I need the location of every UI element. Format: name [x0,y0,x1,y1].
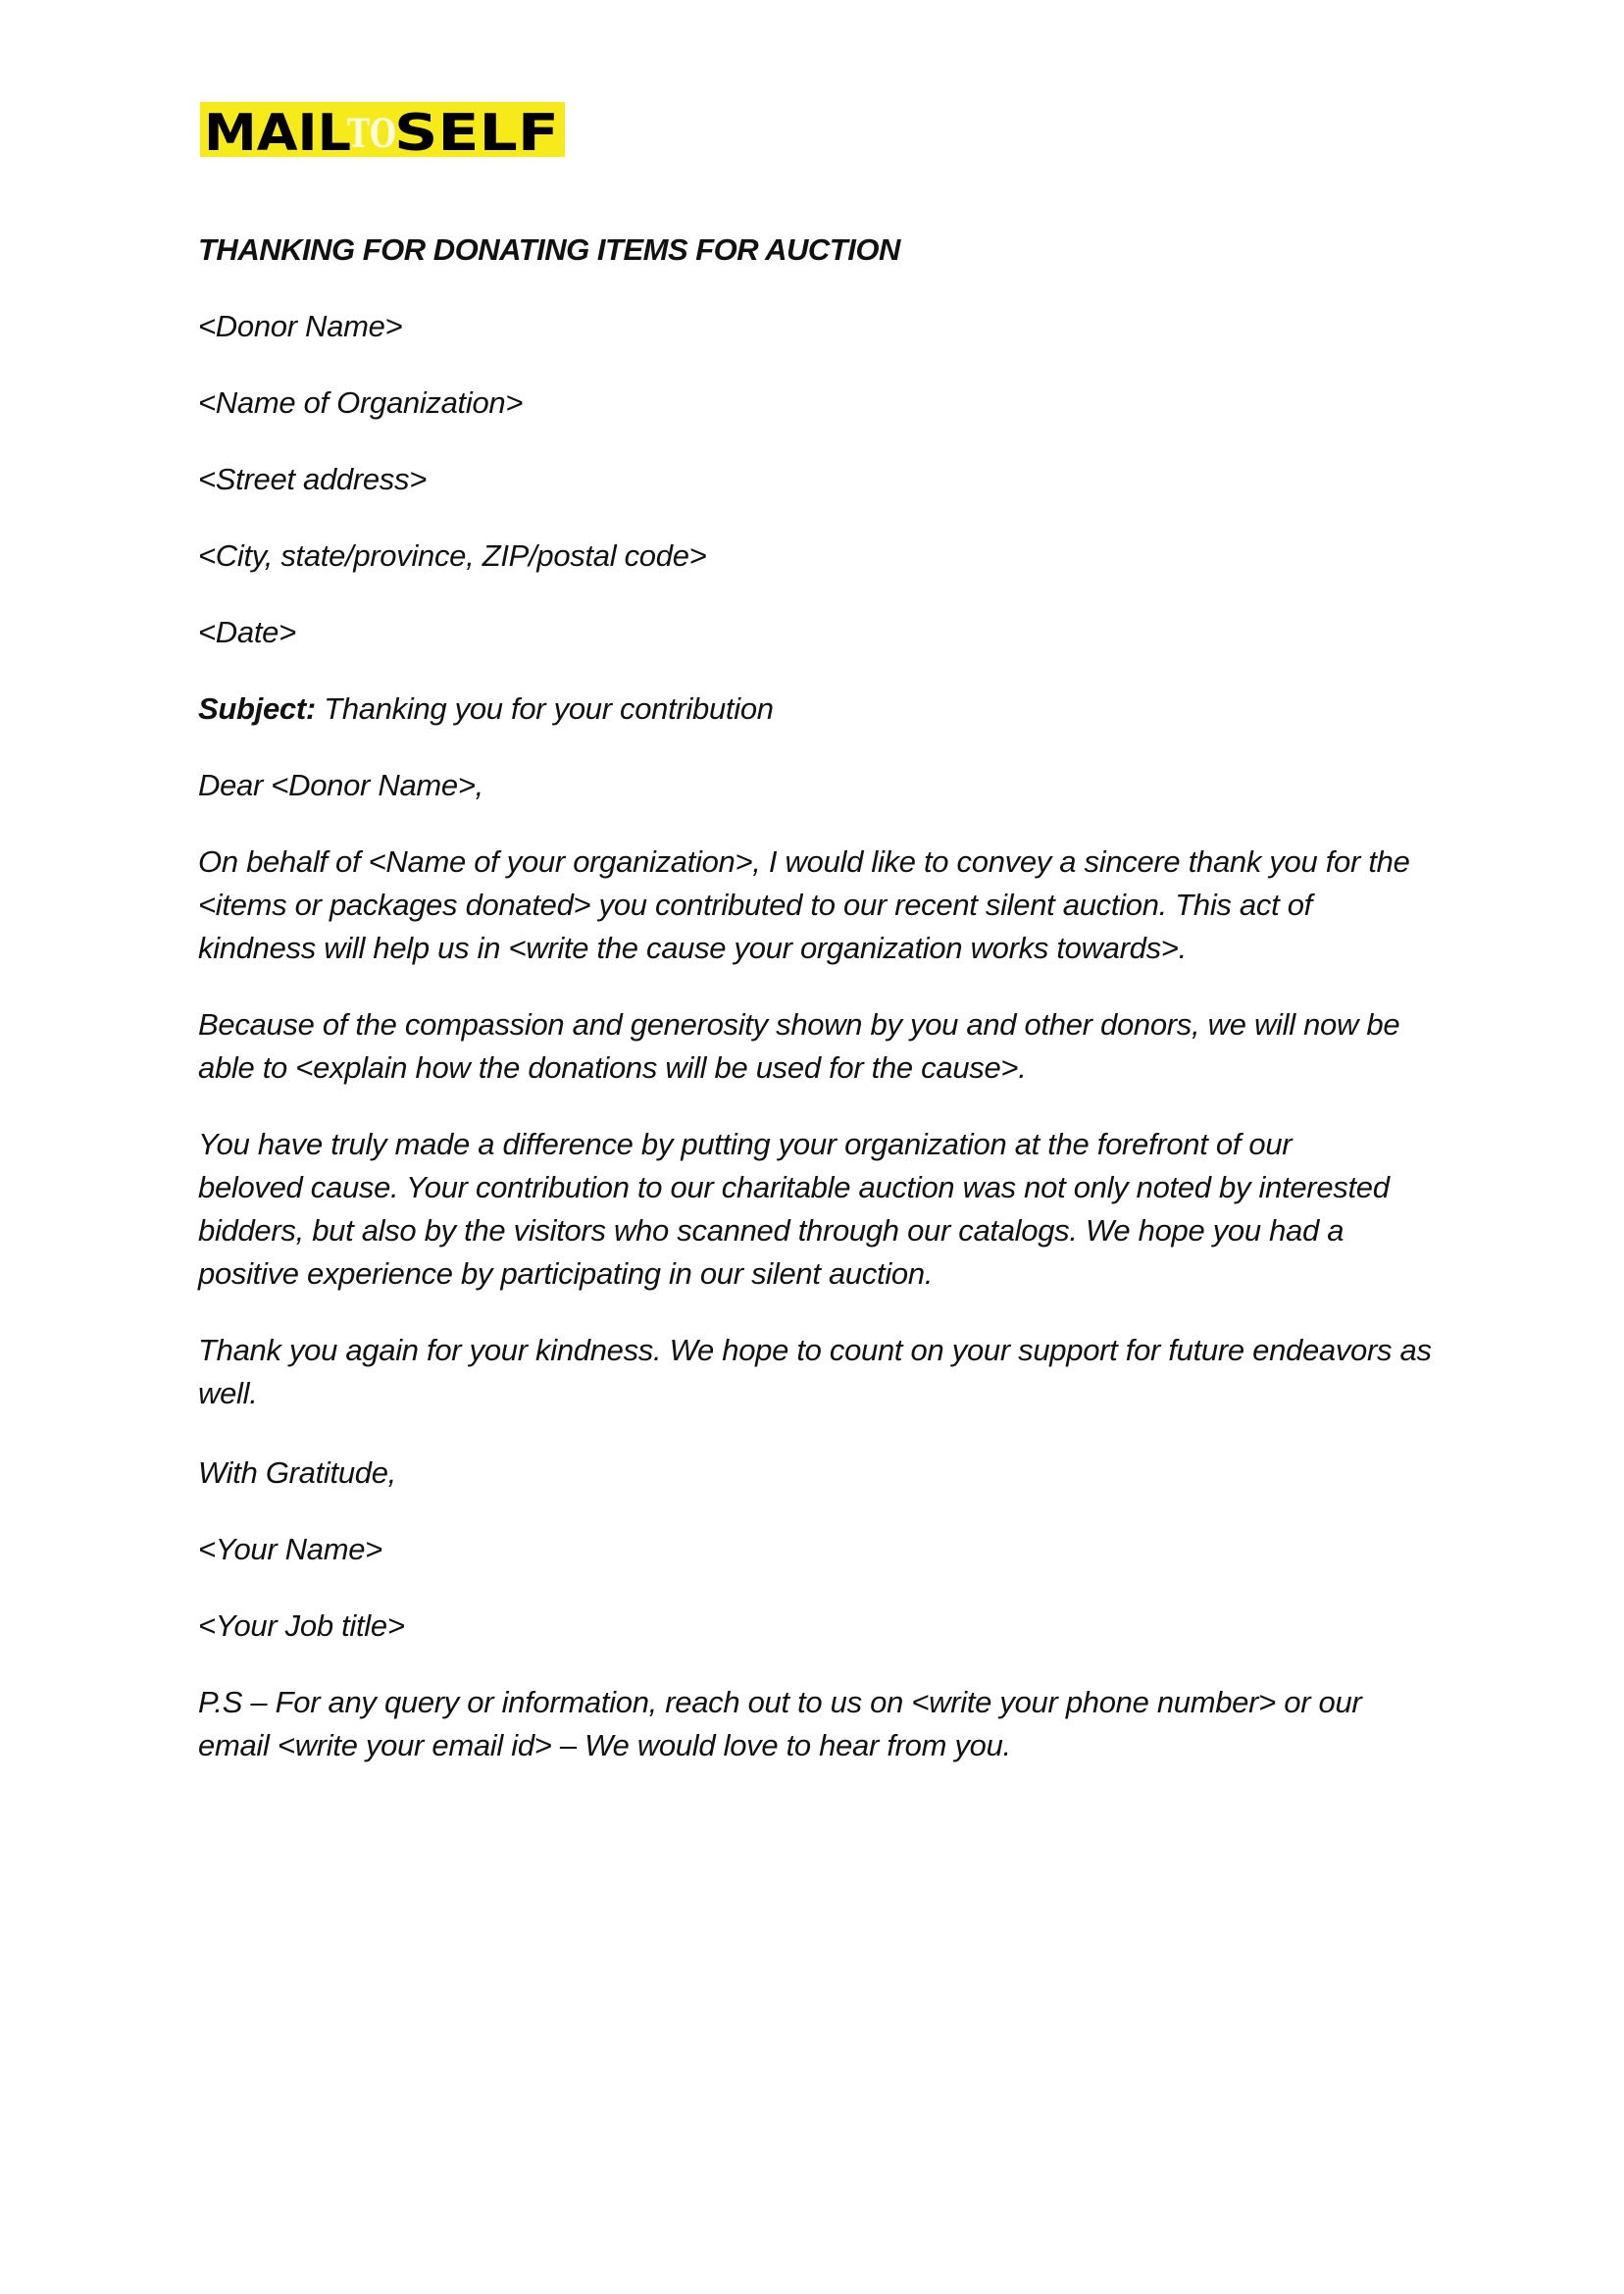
logo-text-to: TO [347,111,396,157]
your-name-placeholder: <Your Name> [198,1532,382,1566]
subject-line [198,688,1453,731]
logo-text-self: SELF [394,104,559,157]
subject-label: Subject: [198,691,316,726]
body-paragraph-2: Because of the compassion and generosity shown by you and other donors, we will now be able to <explain how the donations will be used for the cause>. [198,1007,1400,1085]
body-paragraph-4: Thank you again for your kindness. We hope to count on your support for future endeavors as well. [198,1333,1432,1410]
subject-text: Thanking you for your contribution [315,691,774,726]
salutation: Dear <Donor Name>, [198,768,483,802]
body-paragraph-3: You have truly made a difference by putting your organization at the forefront of our beloved cause. Your contribution to our charitable auction was not only noted by interested bidders, but also by the visitors who scanned through our catalogs. We hope you had a positive experience by participating in our silent auction. [198,1127,1390,1291]
street-address-placeholder: <Street address> [198,462,428,496]
closing: With Gratitude, [198,1455,396,1490]
donor-name-placeholder: <Donor Name> [198,309,403,343]
logo-text-mail: MAIL [204,104,351,157]
logo-graphic [200,102,565,157]
mail-to-self-logo [200,102,565,157]
date-placeholder: <Date> [198,615,296,649]
job-title-placeholder: <Your Job title> [198,1608,405,1643]
letter-title: THANKING FOR DONATING ITEMS FOR AUCTION [198,232,900,267]
organization-placeholder: <Name of Organization> [198,385,524,420]
body-paragraph-1: On behalf of <Name of your organization>, I would like to convey a sincere thank you for the <items or packages donated> you contributed to our recent silent auction. This act of kindness will help us in <write the cause your organization works towards>. [198,844,1410,965]
postscript: P.S – For any query or information, reach out to us on <write your phone number> or our email <write your email id> – We would love to hear from you. [198,1685,1362,1762]
city-state-zip-placeholder: <City, state/province, ZIP/postal code> [198,538,707,573]
